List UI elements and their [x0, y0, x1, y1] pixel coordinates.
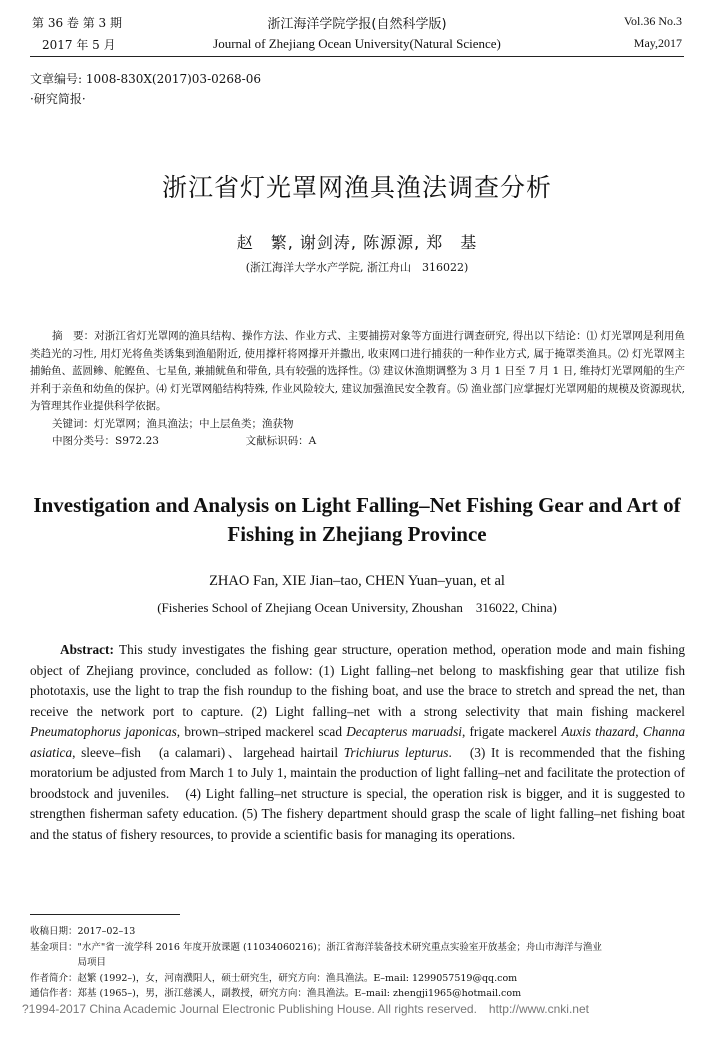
- section-label: ·研究简报·: [30, 92, 86, 106]
- keywords-cn: 关键词：灯光罩网；渔具渔法；中上层鱼类；渔获物: [52, 417, 294, 430]
- species-name: Auxis thazard: [561, 724, 636, 739]
- footnotes: [30, 924, 690, 1002]
- abstract-en-text: , sleeve–fish (a calamari)、largehead hairtail: [72, 744, 344, 760]
- abstract-cn-text: 摘 要：对浙江省灯光罩网的渔具结构、操作方法、作业方式、主要捕捞对象等方面进行调查研究, 得出以下结论：⑴ 灯光罩网是利用鱼类趋光的习性, 用灯光将鱼类诱集到渔船附近, 使用撑杆将网撑开并撒出, 收束网口进行捕获的一种作业方式, 属于掩罩类渔具。⑵ 灯光罩网主捕鲐鱼、蓝圆鲹、舵鲣鱼、七星鱼, 兼捕鱿鱼和带鱼, 具有较强的选择性。⑶ 建议休渔期调整为 3 月 1 日至 7 月 1 日, 维持灯光罩网船的生产并利于亲鱼和幼鱼的保护。⑷ 灯光罩网船结构特殊, 作业风险较大, 建议加强渔民安全教育。⑸ 渔业部门应掌握灯光罩网船的规模及资源现状, 为管理其作业提供科学依据。: [30, 330, 685, 412]
- species-name: Trichiurus lepturus: [343, 744, 449, 760]
- abstract-en: [30, 640, 685, 845]
- issue-cn: 第 36 卷 第 3 期: [32, 16, 122, 30]
- corresponding-author: 通信作者：郑基 (1965–)，男，浙江慈溪人，副教授，研究方向：渔具渔法。E–mail: zhengji1965@hotmail.com: [30, 988, 522, 999]
- affiliation-cn: (浙江海洋大学水产学院, 浙江舟山 316022): [245, 261, 469, 274]
- title-cn: 浙江省灯光罩网渔具渔法调查分析: [161, 173, 552, 202]
- journal-cn: 浙江海洋学院学报(自然科学版): [267, 17, 447, 32]
- header-rule: [30, 56, 684, 57]
- abstract-en-text: ,: [635, 724, 643, 739]
- abstract-cn: [30, 328, 685, 451]
- author-bio: 作者简介：赵繁 (1992–)，女，河南濮阳人，硕士研究生，研究方向：渔具渔法。E–mail: 1299057519@qq.com: [30, 972, 518, 984]
- received-date: 收稿日期：2017–02–13: [30, 926, 136, 937]
- footnote-rule: [30, 914, 180, 915]
- article-number: 文章编号: 1008-830X(2017)03-0268-06: [30, 72, 261, 86]
- clc-number: 中图分类号：S972.23: [52, 435, 159, 447]
- date-en: May,2017: [633, 36, 682, 50]
- species-name: Decapterus maruadsi: [346, 724, 462, 739]
- authors-cn: 赵 繁, 谢剑涛, 陈源源, 郑 基: [236, 233, 478, 252]
- classification-line: [30, 433, 685, 451]
- abstract-en-text: , brown–striped mackerel scad: [176, 724, 347, 739]
- volume: Vol.36 No.3: [623, 14, 682, 28]
- species-name: Pneumatophorus japonicas: [30, 724, 177, 739]
- abstract-en-text: This study investigates the fishing gear structure, operation method, operation mode and main fishing object of Zhejiang province, concluded as follow: (1) Light falling–net belong to maskfishing gear that utilize fish phototaxis, use the light to trap the fish roundup to the fishing boat, and use the brace to stretch and spread the net, than receive the network port to capture. (2) Light falling–net with a strong selectivity that main fishing mackerel: [30, 642, 685, 719]
- abstract-en-label: Abstract:: [60, 642, 114, 657]
- title-en: Investigation and Analysis on Light Falling–Net Fishing Gear and Art of Fishing in Zhejiang Province: [33, 493, 681, 546]
- abstract-en-text: , frigate mackerel: [461, 724, 562, 739]
- affiliation-en: (Fisheries School of Zhejiang Ocean University, Zhoushan 316022, China): [157, 600, 557, 615]
- funding-cont: 局项目: [30, 957, 107, 968]
- date-cn: 2017 年 5 月: [42, 38, 116, 52]
- document-code: 文献标识码：A: [245, 435, 317, 447]
- authors-en: ZHAO Fan, XIE Jian–tao, CHEN Yuan–yuan, et al: [209, 573, 505, 589]
- species-name: Channa asiatica: [30, 724, 685, 760]
- abstract-en-text: . (3) It is recommended that the fishing moratorium be adjusted from March 1 to July 1, maintain the production of light falling–net and facilitate the protection of broodstock and juveniles. (4) Light falling–net structure is special, the operation risk is bigger, and it is suggested to strengthen fisherman safety education. (5) The fishery department should grasp the scale of light falling–net fishing boat and the status of fishery resources, to provide a scientific basis for managing its operations.: [30, 744, 685, 842]
- journal-en: Journal of Zhejiang Ocean University(Natural Science): [213, 36, 501, 51]
- funding: 基金项目："水产"省一流学科 2016 年度开放课题 (11034060216)；浙江省海洋装备技术研究重点实验室开放基金；舟山市海洋与渔业: [30, 941, 602, 953]
- watermark: ?1994-2017 China Academic Journal Electronic Publishing House. All rights reserved. http://www.cnki.net: [22, 1002, 589, 1016]
